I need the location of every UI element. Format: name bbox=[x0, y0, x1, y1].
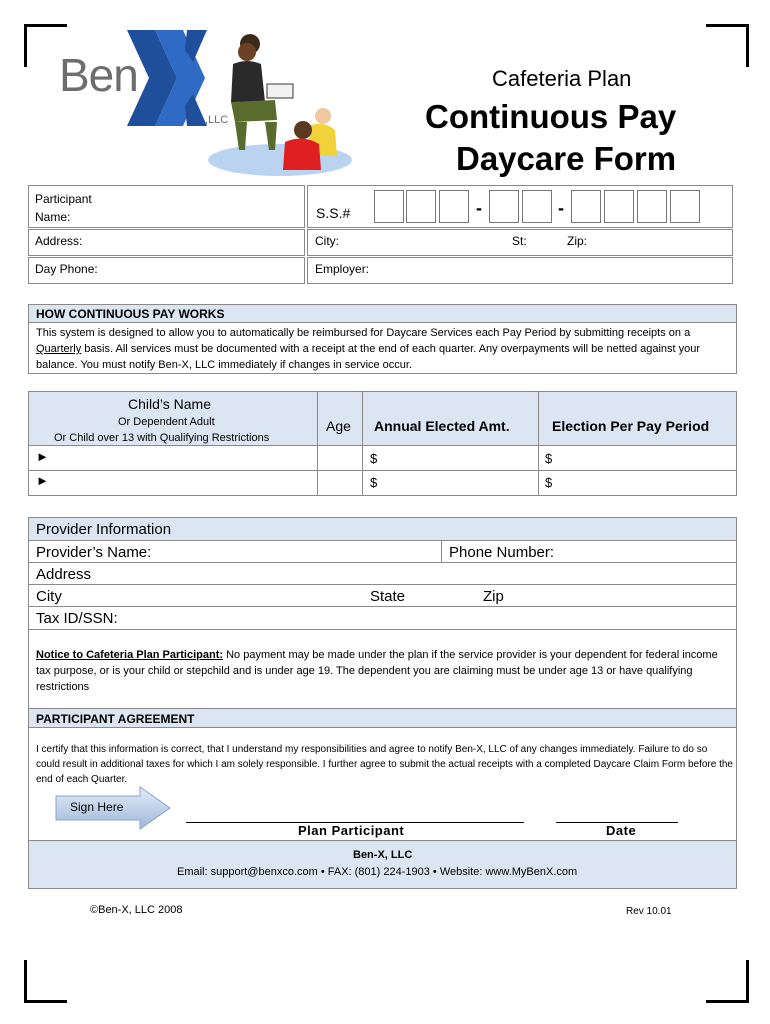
row-1-election-currency: $ bbox=[545, 451, 553, 466]
col-child-name-sub-2: Or Child over 13 with Qualifying Restrictions bbox=[54, 432, 270, 444]
children-table-col-divider-3 bbox=[538, 391, 539, 496]
quarterly-underlined: Quarterly bbox=[36, 343, 82, 355]
reading-teacher-clipart bbox=[205, 30, 355, 180]
ssn-dash-1: - bbox=[476, 198, 482, 218]
provider-header-divider bbox=[28, 540, 737, 541]
row-2-election-currency: $ bbox=[545, 475, 553, 490]
row-2-annual-currency: $ bbox=[370, 475, 378, 490]
col-age: Age bbox=[326, 418, 351, 434]
day-phone-label: Day Phone: bbox=[35, 262, 98, 276]
col-child-name: Child’s Name bbox=[128, 396, 211, 412]
zip-label: Zip: bbox=[567, 234, 588, 248]
ssn-digit-9[interactable] bbox=[670, 190, 700, 223]
provider-address-label: Address bbox=[36, 566, 92, 583]
agreement-text: I certify that this information is correct, that I understand my responsibilities and agree to notify Ben-X, LLC of any changes immediately. Failure to do so could result in additional taxes for which I am solely responsible. I further agree to submit the actual receipts with a completed Daycare Claim Form before the end of each Quarter. bbox=[36, 744, 733, 785]
children-table-divider bbox=[28, 445, 737, 446]
col-annual-elected: Annual Elected Amt. bbox=[374, 418, 510, 434]
ssn-digit-2[interactable] bbox=[406, 190, 436, 223]
children-table-col-divider-1 bbox=[317, 391, 318, 496]
address-label: Address: bbox=[35, 234, 83, 248]
agreement-header-divider bbox=[28, 727, 737, 728]
provider-zip-label: Zip bbox=[483, 588, 504, 605]
provider-name-divider bbox=[441, 540, 442, 562]
sign-here-label: Sign Here bbox=[70, 800, 124, 814]
col-child-name-sub-1: Or Dependent Adult bbox=[118, 416, 215, 428]
agreement-heading: PARTICIPANT AGREEMENT bbox=[36, 712, 195, 726]
row-1-annual-currency: $ bbox=[370, 451, 378, 466]
footer-band-divider bbox=[28, 840, 737, 841]
form-title-line-1: Continuous Pay bbox=[425, 98, 677, 135]
footer-contact: Email: support@benxco.com • FAX: (801) 224-1903 • Website: www.MyBenX.com bbox=[177, 866, 578, 878]
provider-heading: Provider Information bbox=[36, 521, 172, 538]
crop-mark-top-right bbox=[706, 24, 749, 67]
provider-taxid-label: Tax ID/SSN: bbox=[36, 610, 118, 627]
provider-name-label: Provider’s Name: bbox=[36, 544, 152, 561]
provider-row-divider-4 bbox=[28, 629, 737, 630]
state-label: St: bbox=[512, 234, 527, 248]
how-it-works-text: This system is designed to allow you to automatically be reimbursed for Daycare Services each Pay Period by submitting receipts on a Quarterly basis. All services must be documented with a receipt at the end of each quarter. Any overpayments will be netted against your balance. You must notify Ben-X, LLC immediately if changes in service occur. bbox=[36, 327, 701, 371]
copyright: ©Ben-X, LLC 2008 bbox=[90, 904, 183, 916]
provider-row-divider-1 bbox=[28, 562, 737, 563]
ssn-digit-1[interactable] bbox=[374, 190, 404, 223]
form-title-line-2: Daycare Form bbox=[456, 140, 677, 177]
provider-phone-label: Phone Number: bbox=[449, 544, 555, 561]
provider-notice bbox=[36, 647, 733, 695]
logo-text: Ben bbox=[59, 49, 138, 101]
employer-field[interactable] bbox=[307, 257, 733, 284]
notice-text: No payment may be made under the plan if the service provider is your dependent for federal income tax purpose, or is your child or stepchild and is under age 19. The dependent you are claiming must be under age 13 or have qualifying restrictions bbox=[36, 649, 718, 693]
participant-signature-label: Plan Participant bbox=[298, 823, 405, 838]
logo-suffix: ,LLC bbox=[205, 114, 229, 126]
provider-city-label: City bbox=[36, 588, 62, 605]
ssn-digit-6[interactable] bbox=[571, 190, 601, 223]
provider-row-divider-3 bbox=[28, 606, 737, 607]
employer-label: Employer: bbox=[315, 262, 370, 276]
provider-state-label: State bbox=[370, 588, 406, 605]
crop-mark-bottom-right bbox=[706, 960, 749, 1003]
ssn-digit-4[interactable] bbox=[489, 190, 519, 223]
col-election-per-pay-period: Election Per Pay Period bbox=[552, 418, 710, 434]
revision: Rev 10.01 bbox=[626, 906, 672, 917]
ssn-digit-7[interactable] bbox=[604, 190, 634, 223]
notice-title: Notice to Cafeteria Plan Participant: bbox=[36, 649, 224, 661]
children-table-row-divider bbox=[28, 470, 737, 471]
footer-company: Ben-X, LLC bbox=[353, 849, 413, 861]
form-subtitle: Cafeteria Plan bbox=[492, 66, 632, 91]
how-it-works-heading: HOW CONTINUOUS PAY WORKS bbox=[36, 307, 225, 321]
participant-name-label-2: Name: bbox=[35, 210, 71, 224]
participant-name-label-1: Participant bbox=[35, 192, 92, 206]
date-label: Date bbox=[606, 823, 637, 838]
children-table-col-divider-2 bbox=[362, 391, 363, 496]
city-label: City: bbox=[315, 234, 339, 248]
sign-here-arrow bbox=[54, 786, 174, 830]
ssn-label: S.S.# bbox=[316, 205, 351, 221]
provider-row-divider-2 bbox=[28, 584, 737, 585]
crop-mark-bottom-left bbox=[24, 960, 67, 1003]
ssn-dash-2: - bbox=[558, 198, 564, 218]
ssn-digit-3[interactable] bbox=[439, 190, 469, 223]
row-2-marker: ► bbox=[36, 473, 49, 488]
ssn-digit-8[interactable] bbox=[637, 190, 667, 223]
ssn-digit-5[interactable] bbox=[522, 190, 552, 223]
row-1-marker: ► bbox=[36, 449, 49, 464]
benx-logo bbox=[55, 28, 229, 138]
